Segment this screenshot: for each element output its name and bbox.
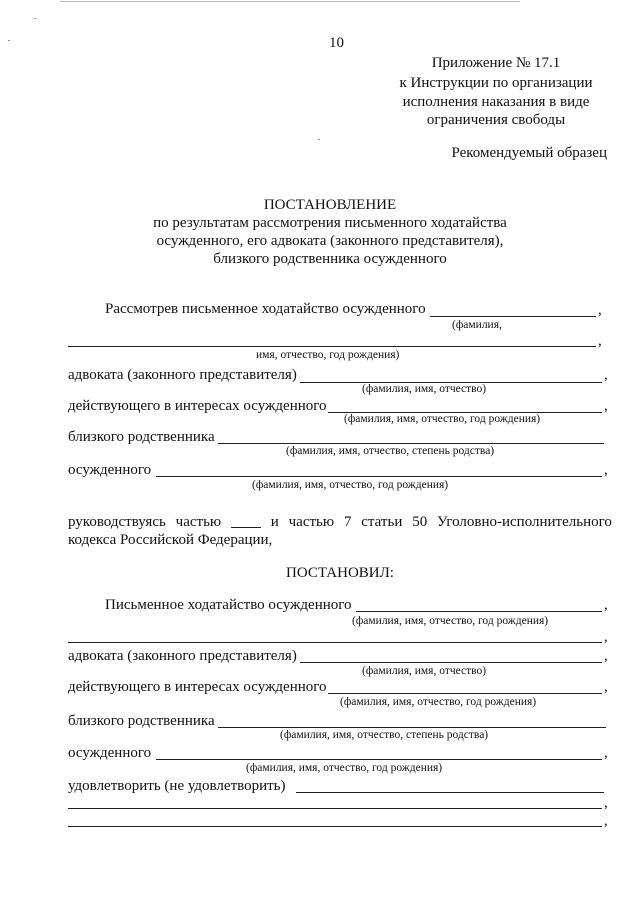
convict-caption: (фамилия, имя, отчество, год рождения) [252,479,449,491]
relative-caption-2: (фамилия, имя, отчество, степень родства) [280,729,489,741]
lawyer-field-2[interactable] [300,662,602,663]
acting-field-2[interactable] [328,693,602,694]
appendix-line-1: Приложение № 17.1 [431,55,561,71]
appendix-line-3: исполнения наказания в виде [402,94,590,110]
lawyer-caption: (фамилия, имя, отчество) [362,383,487,395]
scan-edge [60,1,520,2]
petition-field-2[interactable] [356,611,602,612]
sample-label: Рекомендуемый образец [451,145,607,161]
comma: , [604,648,608,664]
title-sub-2: осужденного, его адвоката (законного представителя), [156,233,504,249]
lawyer-caption-2: (фамилия, имя, отчество) [362,665,487,677]
comma: , [598,333,602,349]
acting-caption-2: (фамилия, имя, отчество, год рождения) [340,696,537,708]
title-sub-1: по результатам рассмотрения письменного ходатайства [153,215,507,231]
decision-line-1[interactable] [68,808,602,809]
scan-speck [8,40,10,41]
comma: , [604,745,608,761]
lawyer-label-2: адвоката (законного представителя) [68,648,297,664]
guided-line-2: кодекса Российской Федерации, [68,532,273,548]
guided-word: частью [288,514,335,530]
guided-word: 50 [412,514,428,530]
petition-caption-b: имя, отчество, год рождения) [256,349,400,361]
scan-speck [34,18,36,19]
petition-label-2: Письменное ходатайство осужденного [105,597,352,613]
guided-word: Уголовно-исполнительного [437,514,612,530]
satisfy-field[interactable] [296,792,604,793]
guided-word: 7 [343,514,352,530]
petition-caption-2: (фамилия, имя, отчество, год рождения) [352,615,549,627]
comma: , [604,398,608,414]
page-number: 10 [329,35,344,51]
acting-caption: (фамилия, имя, отчество, год рождения) [344,413,541,425]
guided-line [68,515,612,530]
petition-label: Рассмотрев письменное ходатайство осужденного [105,301,426,317]
resolved-heading: ПОСТАНОВИЛ: [286,565,394,581]
lawyer-label: адвоката (законного представителя) [68,367,297,383]
relative-label: близкого родственника [68,429,215,445]
title-sub-3: близкого родственника осужденного [213,251,447,267]
guided-word: руководствуясь [68,514,166,530]
guided-word: статьи [361,514,403,530]
satisfy-label: удовлетворить (не удовлетворить) [68,778,286,794]
convict-field[interactable] [156,476,602,477]
comma: , [604,462,608,478]
petition-caption-a: (фамилия, [452,319,502,331]
petition-field-2-continued[interactable] [68,642,602,643]
acting-label-2: действующего в интересах осужденного [68,679,327,695]
appendix-line-2: к Инструкции по организации [399,75,593,91]
relative-label-2: близкого родственника [68,713,215,729]
relative-field-2[interactable] [218,727,606,728]
petition-field[interactable] [430,316,596,317]
relative-field[interactable] [218,443,604,444]
comma: , [604,679,608,695]
convict-caption-2: (фамилия, имя, отчество, год рождения) [246,762,443,774]
petition-field-continued[interactable] [68,346,596,347]
part-number-field[interactable] [231,527,261,528]
document-title: ПОСТАНОВЛЕНИЕ [263,197,397,213]
scan-speck [318,139,320,140]
comma: , [598,302,602,318]
comma: , [604,795,608,811]
comma: , [604,629,608,645]
comma: , [604,597,608,613]
relative-caption: (фамилия, имя, отчество, степень родства) [286,445,495,457]
comma: , [604,367,608,383]
guided-word: частью [175,514,222,530]
comma: , [604,813,608,829]
convict-label-2: осужденного [68,745,152,761]
appendix-line-4: ограничения свободы [426,112,566,128]
acting-label: действующего в интересах осужденного [68,398,327,414]
convict-field-2[interactable] [156,759,602,760]
decision-line-2[interactable] [68,826,602,827]
convict-label: осужденного [68,462,152,478]
guided-word: и [270,514,279,530]
